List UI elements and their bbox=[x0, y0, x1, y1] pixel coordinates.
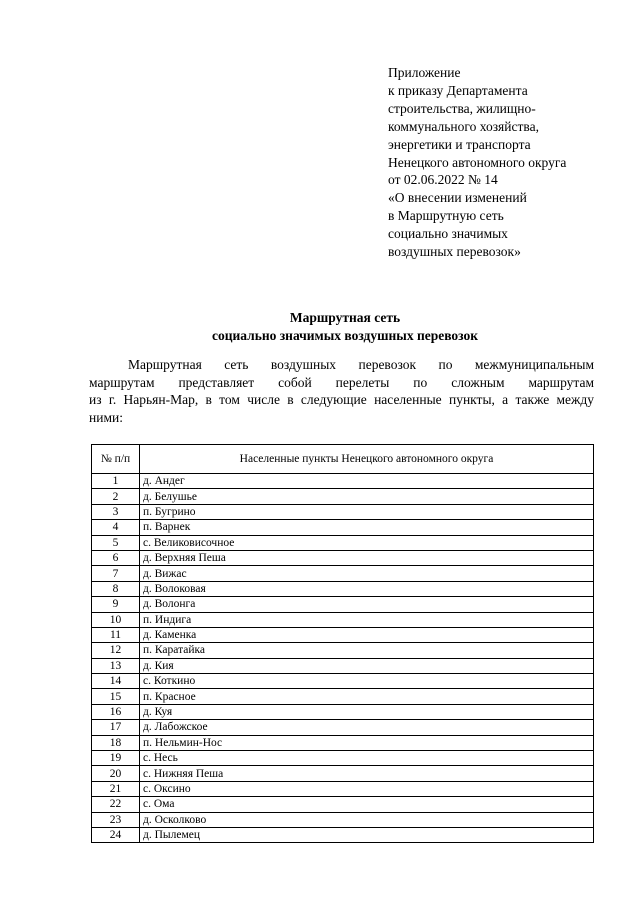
appendix-line: строительства, жилищно- bbox=[388, 100, 536, 116]
row-settlement: с. Несь bbox=[140, 751, 594, 766]
row-settlement: д. Пылемец bbox=[140, 827, 594, 842]
row-number: 21 bbox=[92, 781, 140, 796]
appendix-line: воздушных перевозок» bbox=[388, 244, 521, 260]
row-settlement: с. Ома bbox=[140, 797, 594, 812]
table-row bbox=[92, 781, 594, 796]
row-settlement: д. Куя bbox=[140, 704, 594, 719]
table-row bbox=[92, 751, 594, 766]
table-row bbox=[92, 504, 594, 519]
appendix-line: к приказу Департамента bbox=[388, 82, 528, 98]
table-row bbox=[92, 550, 594, 565]
row-number: 2 bbox=[92, 489, 140, 504]
row-number: 5 bbox=[92, 535, 140, 550]
row-number: 18 bbox=[92, 735, 140, 750]
row-settlement: д. Верхняя Пеша bbox=[140, 550, 594, 565]
appendix-line: «О внесении изменений bbox=[388, 190, 527, 206]
row-settlement: д. Белушье bbox=[140, 489, 594, 504]
table-row bbox=[92, 797, 594, 812]
row-number: 1 bbox=[92, 474, 140, 489]
row-settlement: с. Нижняя Пеша bbox=[140, 766, 594, 781]
title-line-1: Маршрутная сеть bbox=[289, 310, 401, 325]
row-number: 11 bbox=[92, 627, 140, 642]
row-number: 23 bbox=[92, 812, 140, 827]
row-settlement: п. Каратайка bbox=[140, 643, 594, 658]
table-row bbox=[92, 704, 594, 719]
row-settlement: д. Каменка bbox=[140, 627, 594, 642]
row-settlement: д. Лабожское bbox=[140, 720, 594, 735]
appendix-line: Ненецкого автономного округа bbox=[388, 154, 567, 170]
table-row bbox=[92, 612, 594, 627]
row-number: 4 bbox=[92, 520, 140, 535]
intro-paragraph bbox=[89, 356, 594, 426]
intro-line: Маршрутная сеть воздушных перевозок по межмуниципальным bbox=[128, 357, 594, 372]
table-row bbox=[92, 689, 594, 704]
row-settlement: п. Варнек bbox=[140, 520, 594, 535]
row-settlement: д. Кия bbox=[140, 658, 594, 673]
row-number: 16 bbox=[92, 704, 140, 719]
row-settlement: с. Коткино bbox=[140, 674, 594, 689]
row-number: 9 bbox=[92, 597, 140, 612]
table-row bbox=[92, 581, 594, 596]
settlements-table bbox=[91, 444, 594, 843]
intro-line: ними: bbox=[89, 409, 123, 425]
table-row bbox=[92, 827, 594, 842]
row-number: 10 bbox=[92, 612, 140, 627]
header-number: № п/п bbox=[92, 445, 140, 474]
row-number: 14 bbox=[92, 674, 140, 689]
table-row bbox=[92, 489, 594, 504]
row-number: 7 bbox=[92, 566, 140, 581]
row-number: 12 bbox=[92, 643, 140, 658]
appendix-line: в Маршрутную сеть bbox=[388, 208, 504, 224]
table-header-row bbox=[92, 445, 594, 474]
intro-line: маршрутам представляет собой перелеты по сложным маршрутам bbox=[89, 374, 594, 390]
row-number: 20 bbox=[92, 766, 140, 781]
title-line-2: социально значимых воздушных перевозок bbox=[211, 327, 479, 343]
row-settlement: п. Нельмин-Нос bbox=[140, 735, 594, 750]
table-row bbox=[92, 720, 594, 735]
table-row bbox=[92, 643, 594, 658]
row-settlement: д. Андег bbox=[140, 474, 594, 489]
appendix-line: от 02.06.2022 № 14 bbox=[388, 172, 498, 188]
row-settlement: п. Бугрино bbox=[140, 504, 594, 519]
row-settlement: п. Индига bbox=[140, 612, 594, 627]
table-row bbox=[92, 597, 594, 612]
row-settlement: д. Волоковая bbox=[140, 581, 594, 596]
row-number: 13 bbox=[92, 658, 140, 673]
table-row bbox=[92, 766, 594, 781]
row-settlement: д. Осколково bbox=[140, 812, 594, 827]
row-settlement: п. Красное bbox=[140, 689, 594, 704]
row-settlement: с. Оксино bbox=[140, 781, 594, 796]
appendix-line: энергетики и транспорта bbox=[388, 136, 531, 152]
table-row bbox=[92, 658, 594, 673]
appendix-block bbox=[388, 64, 628, 261]
table-row bbox=[92, 627, 594, 642]
row-number: 6 bbox=[92, 550, 140, 565]
row-settlement: с. Великовисочное bbox=[140, 535, 594, 550]
appendix-line: социально значимых bbox=[388, 226, 508, 242]
table-row bbox=[92, 566, 594, 581]
document-title bbox=[80, 309, 610, 344]
table-row bbox=[92, 474, 594, 489]
row-number: 19 bbox=[92, 751, 140, 766]
table-row bbox=[92, 674, 594, 689]
table-row bbox=[92, 535, 594, 550]
header-settlement: Населенные пункты Ненецкого автономного округа bbox=[140, 445, 594, 474]
row-number: 15 bbox=[92, 689, 140, 704]
table-row bbox=[92, 812, 594, 827]
intro-line: из г. Нарьян-Мар, в том числе в следующие населенные пункты, а также между bbox=[89, 392, 594, 408]
appendix-line: Приложение bbox=[388, 65, 461, 80]
row-settlement: д. Волонга bbox=[140, 597, 594, 612]
row-number: 17 bbox=[92, 720, 140, 735]
row-number: 22 bbox=[92, 797, 140, 812]
row-number: 8 bbox=[92, 581, 140, 596]
row-settlement: д. Вижас bbox=[140, 566, 594, 581]
appendix-line: коммунального хозяйства, bbox=[388, 118, 539, 134]
table-row bbox=[92, 520, 594, 535]
row-number: 24 bbox=[92, 827, 140, 842]
table-row bbox=[92, 735, 594, 750]
row-number: 3 bbox=[92, 504, 140, 519]
